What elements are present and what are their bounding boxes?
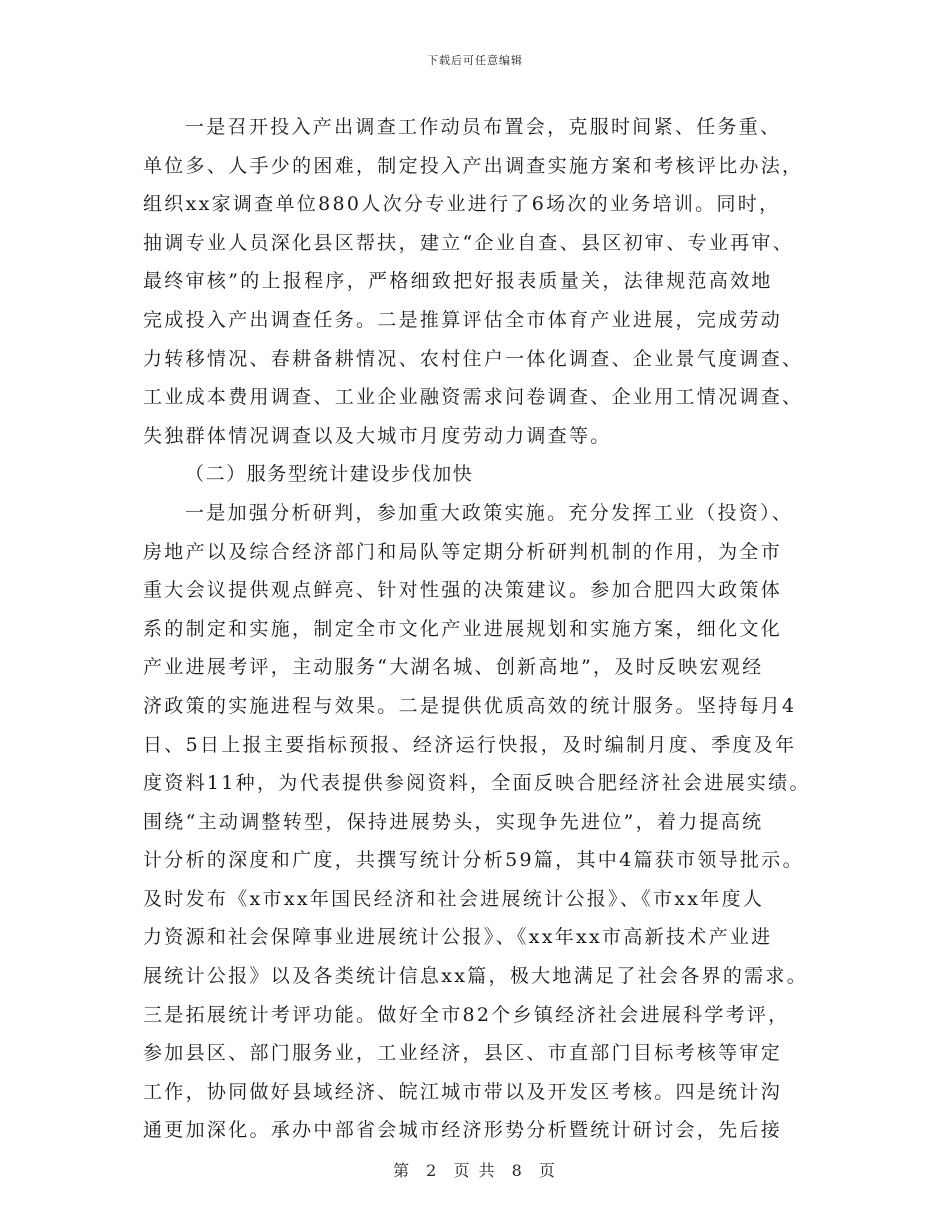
body-line: 展统计公报》以及各类统计信息xx篇，极大地满足了社会各界的需求。 xyxy=(143,965,809,988)
body-line: 济政策的实施进程与效果。二是提供优质高效的统计服务。坚持每月4 xyxy=(143,694,797,717)
body-line: 完成投入产出调查任务。二是推算评估全市体育产业进展，完成劳动 xyxy=(143,308,783,331)
body-line: 组织xx家调查单位880人次分专业进行了6场次的业务培训。同时， xyxy=(143,193,781,216)
section-heading: （二）服务型统计建设步伐加快 xyxy=(185,463,474,486)
body-line: 失独群体情况调查以及大城市月度劳动力调查等。 xyxy=(143,424,612,447)
body-line: 工业成本费用调查、工业企业融资需求问卷调查、企业用工情况调查、 xyxy=(143,386,804,409)
body-line: 系的制定和实施，制定全市文化产业进展规划和实施方案，细化文化 xyxy=(143,617,783,640)
footer-suffix: 页 xyxy=(538,1161,557,1180)
document-body xyxy=(143,108,813,1150)
body-line: 计分析的深度和广度，共撰写统计分析59篇，其中4篇获市领导批示。 xyxy=(143,849,804,872)
footer-middle: 页 共 xyxy=(453,1161,497,1180)
body-line: 房地产以及综合经济部门和局队等定期分析研判机制的作用，为全市 xyxy=(143,540,783,563)
footer-prefix: 第 xyxy=(393,1161,412,1180)
body-line: 参加县区、部门服务业，工业经济，县区、市直部门目标考核等审定 xyxy=(143,1042,783,1065)
page-number-footer xyxy=(0,1158,950,1181)
body-line: 及时发布《x市xx年国民经济和社会进展统计公报》、《市xx年度人 xyxy=(143,887,765,910)
body-line: 工作，协同做好县域经济、皖江城市带以及开发区考核。四是统计沟 xyxy=(143,1080,783,1103)
body-line: 通更加深化。承办中部省会城市经济形势分析暨统计研讨会，先后接 xyxy=(143,1119,783,1142)
page-header-note: 下载后可任意编辑 xyxy=(427,54,523,67)
body-line: 日、5日上报主要指标预报、经济运行快报，及时编制月度、季度及年 xyxy=(143,733,797,756)
body-line: 单位多、人手少的困难，制定投入产出调查实施方案和考核评比办法， xyxy=(143,154,804,177)
body-line: 力资源和社会保障事业进展统计公报》、《xx年xx市高新技术产业进 xyxy=(143,926,773,949)
current-page-number: 2 xyxy=(426,1161,439,1180)
body-line: 力转移情况、春耕备耕情况、农村住户一体化调查、企业景气度调查、 xyxy=(143,347,804,370)
body-line: 一是加强分析研判，参加重大政策实施。充分发挥工业（投资）、 xyxy=(185,501,794,524)
total-page-count: 8 xyxy=(511,1161,524,1180)
body-line: 产业进展考评，主动服务“大湖名城、创新高地”，及时反映宏观经 xyxy=(143,656,764,679)
body-line: 度资料11种，为代表提供参阅资料，全面反映合肥经济社会进展实绩。 xyxy=(143,772,811,795)
body-line: 一是召开投入产出调查工作动员布置会，克服时间紧、任务重、 xyxy=(185,116,782,138)
body-line: 抽调专业人员深化县区帮扶，建立“企业自查、县区初审、专业再审、 xyxy=(143,231,795,254)
body-line: 围绕“主动调整转型，保持进展势头，实现争先进位”，着力提高统 xyxy=(143,810,764,833)
body-line: 重大会议提供观点鲜亮、针对性强的决策建议。参加合肥四大政策体 xyxy=(143,579,783,602)
body-line: 三是拓展统计考评功能。做好全市82个乡镇经济社会进展科学考评， xyxy=(143,1003,790,1026)
body-line: 最终审核”的上报程序，严格细致把好报表质量关，法律规范高效地 xyxy=(143,270,773,293)
